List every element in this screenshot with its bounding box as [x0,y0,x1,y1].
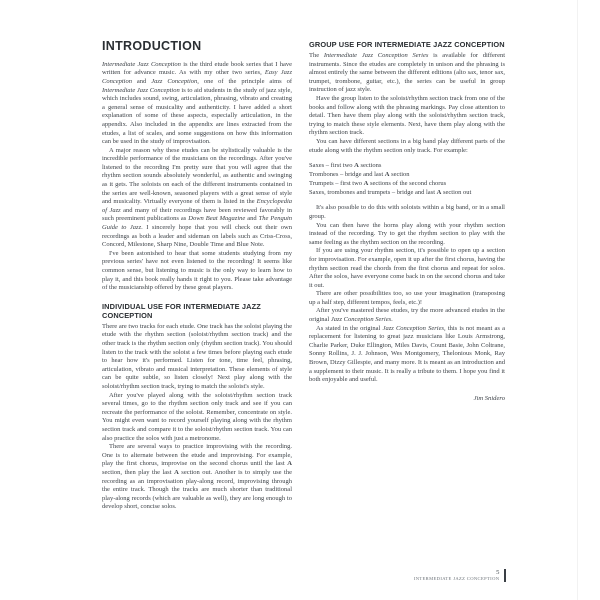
section-heading-individual-use: INDIVIDUAL USE FOR INTERMEDIATE JAZZ CONCEPTION [102,301,261,320]
page-edge [577,0,578,600]
paragraph-group-4: It's also possible to do this with soloists within a big band, or in a small group. [309,204,505,220]
author-signature: Jim Snidero [473,394,505,402]
left-text-column [102,40,292,512]
page-title: INTRODUCTION [102,39,202,53]
paragraph-intro-3: I've been astonished to hear that some students studying from my previous series' have not even listened to the recording! It seems like common sense, but listening to music is the only way to learn how to play it, and this book really hands it right to you. Please take advantage of the musicianship offered by these great players. [102,249,292,292]
right-text-column [309,40,505,512]
paragraph-group-3: You can have different sections in a big band play different parts of the etude along with the rhythm section only track. For example: [309,137,505,154]
paragraph-group-6: If you are using your rhythm section, it's possible to open up a section for improvisation. For example, open it up after the first chorus, having the rhythm section read the chords from the first chorus and repeat for solos. After the solos, have everyone come back in on the second chorus and take it out. [309,247,505,289]
page-footer [414,569,506,582]
list-item: Trumpets – first two A sections of the second chorus [309,179,447,187]
two-column-body [102,40,554,512]
section-assignment-list [309,162,505,197]
list-item: Trombones – bridge and last A section [309,170,410,178]
footer-running-title: INTERMEDIATE JAZZ CONCEPTION [413,576,500,581]
paragraph-group-5: You can then have the horns play along with your rhythm section instead of the recording. Try to get the rhythm section to play with the same feeling as the rhythm section on the recording. [309,221,505,246]
list-item: Saxes, trombones and trumpets – bridge and last A section out [309,188,472,196]
paragraph-intro-1: Intermediate Jazz Conception is the third etude book series that I have written for advance music. As with my other two series, Easy Jazz Conception and Jazz Conception, one of the principle aims of Intermediate Jazz Conception is to aid students in the study of jazz style, which includes sound, swing, articulation, phrasing, vibrato and creating a general sense of musicality and authenticity. I have added a short explanation of some of these aspects, especially articulation, in the appendix. Also included in the appendix are lines extracted from the etudes, a list of scales, and some suggestions on how this information can be used in the study of improvisation. [102,60,292,146]
paragraph-intro-2: A major reason why these etudes can be stylistically valuable is the incredible performance of the musicians on the recordings. After you've listened to the recording I'm pretty sure that you will agree that the rhythm section sounds absolutely wonderful, as authentic and swinging as it gets. The soloists on each of the different instruments contained in the series are well-known, seasoned players with a great sense of style and musicality. Virtually everyone of them is listed in the Encyclopedia of Jazz and many of their recordings have been reviewed favorably in such preeminent publications as Down Beat Magazine and The Penguin Guide to Jazz. I sincerely hope that you will check out their own recordings as both a leader and sideman on labels such as Criss-Cross, Concord, Milestone, Sharp Nine, Double Time and Blue Note. [102,146,293,249]
printed-page-sheet [78,0,578,600]
paragraph-group-9: As stated in the original Jazz Conception Series, this is not meant as a replacement for listening to great jazz musicians like Louis Armstrong, Charlie Parker, Duke Ellington, Miles Davis, Count Basie, John Coltrane, Sonny Rollins, J. J. Johnson, Wes Montgomery, Thelonious Monk, Ray Brown, Dizzy Gillespie, and many more. It is meant as an introduction and a supplement to their music. It is really a tribute to them. I hope you find it both enjoyable and useful. [309,324,505,384]
page-number: 5 [496,569,500,576]
paragraph-group-7: There are other possibilities too, so use your imagination (transposing up a half step, different tempos, feels, etc.)! [309,290,505,306]
list-item: Saxes – first two A sections [309,162,382,170]
paragraph-group-2: Have the group listen to the soloist/rhythm section track from one of the books and follow along with the phrasing markings. Pay close attention to detail. Then have them play along with the soloist/rhythm section track, trying to match these style elements. Next, have them play along with the rhythm section track. [309,95,505,137]
footer-text-block [414,569,500,582]
paragraph-group-8: After you've mastered these etudes, try the more advanced etudes in the original Jazz Conception Series. [309,307,505,324]
section-heading-group-use: GROUP USE FOR INTERMEDIATE JAZZ CONCEPTION [309,40,505,49]
paragraph-individual-3: There are several ways to practice improvising with the recording. One is to alternate between the etude and improvising. For example, play the first chorus, improvise on the second chorus until the last A section, then play the last A section out. Another is to simply use the recording as an improvisation play-along record, improvising through the entire track. Though the tracks are much shorter than traditional play-along records (which are valuable as well), they are long enough to develop short, concise solos. [102,443,293,511]
paragraph-individual-1: There are two tracks for each etude. One track has the soloist playing the etude with the rhythm section (soloist/rhythm section track) and the other track is the rhythm section only (rhythm section track). You should listen to the track with the soloist a few times before playing each etude to hear how it's performed. Listen for tone, time feel, phrasing, articulation, vibrato and musical interpretation. These elements of style can be quite subtle, so listen closely! Next play along with the soloist/rhythm section track, trying to match the soloist's style. [102,322,292,390]
paragraph-individual-2: After you've played along with the soloist/rhythm section track several times, go to the rhythm section only track and see if you can recreate the performance of the soloist. Remember, concentrate on style. You might even want to record yourself playing along with the rhythm section track and compare it to the soloist/rhythm section track. You can also practice the solos with just a metronome. [102,391,292,442]
footer-rule-divider [504,569,506,582]
paragraph-group-1: The Intermediate Jazz Conception Series is available for different instruments. Since the etudes are completely in unison and the phrasing is almost entirely the same between the different editions (alto sax, tenor sax, trumpet, trombone, guitar, etc.), the series can be useful in group instruction of jazz style. [309,52,506,94]
